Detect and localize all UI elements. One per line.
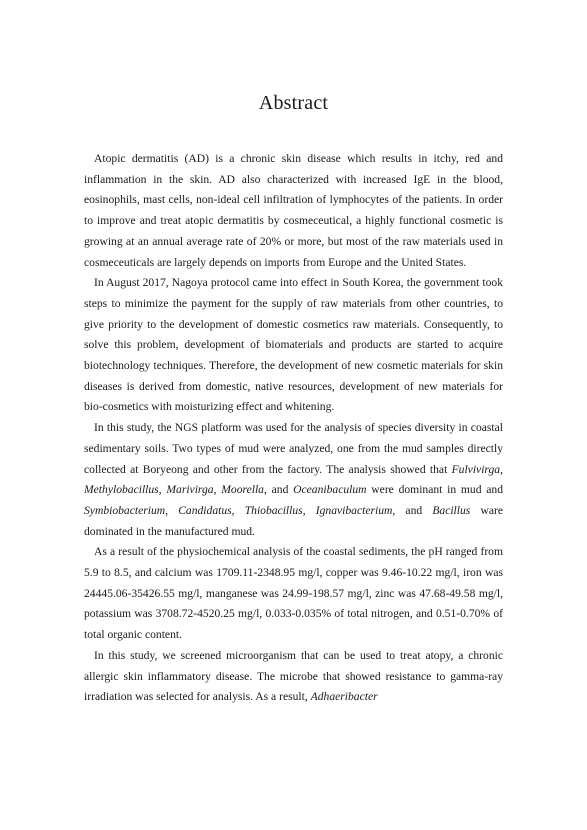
text-run: , xyxy=(231,503,245,517)
species-name: Bacillus xyxy=(432,503,471,517)
paragraph-2 xyxy=(84,273,503,418)
species-name: Oceanibaculum xyxy=(293,483,367,497)
text-run: In this study, the NGS platform was used for the analysis of species diversity in coastal sedimentary soils. Two types of mud were analyzed, one from the mud samples directly collected at Boryeong and other from the factory. The analysis showed that xyxy=(84,421,503,476)
species-name: Fulvivirga xyxy=(451,462,501,476)
species-name: Marivirga xyxy=(166,483,214,497)
text-run: In this study, we screened microorganism that can be used to treat atopy, a chronic allergic skin inflammatory disease. The microbe that showed resistance to gamma-ray irradiation was selected for analysis. As a result, xyxy=(84,648,503,704)
paragraph-5 xyxy=(84,646,503,708)
text-run: , and xyxy=(392,503,433,517)
text-run: , xyxy=(213,483,222,497)
page-title: Abstract xyxy=(258,92,329,114)
species-name: Adhaeribacter xyxy=(310,690,378,704)
species-name: Moorella xyxy=(221,483,264,497)
text-run: , and xyxy=(263,483,294,497)
text-run: , xyxy=(158,483,167,497)
species-name: Ignavibacterium xyxy=(315,503,393,517)
paragraph-1 xyxy=(84,149,503,273)
species-name: Candidatus xyxy=(178,503,232,517)
species-name: Symbiobacterium xyxy=(84,503,166,517)
text-run: ware dominated in the manufactured mud. xyxy=(84,503,503,538)
paragraph-4 xyxy=(84,542,503,646)
text-run: were dominant in mud and xyxy=(366,483,504,497)
text-run: Atopic dermatitis (AD) is a chronic skin disease which results in itchy, red and inflammation in the skin. AD also characterized with increased IgE in the blood, eosinophils, mast cells, non-ideal cell infiltration of lymphocytes of the patients. In order to improve and treat atopic dermatitis by cosmeceutical, a highly functional cosmetic is growing at an annual average rate of 20% or more, but most of the raw materials used in cosmeceuticals are largely depends on imports from Europe and the United States. xyxy=(84,152,503,269)
species-name: Thiobacillus xyxy=(244,503,303,517)
text-run: , xyxy=(302,503,316,517)
text-run: , xyxy=(500,462,503,476)
abstract-body xyxy=(84,149,503,708)
species-name: Methylobacillus xyxy=(84,483,159,497)
text-run: , xyxy=(165,503,179,517)
paragraph-3 xyxy=(84,418,503,542)
text-run: As a result of the physiochemical analysis of the coastal sediments, the pH ranged from 5.9 to 8.5, and calcium was 1709.11-2348.95 mg/l, copper was 9.46-10.22 mg/l, iron was 24445.06-35426.55 mg/l, manganese was 24.99-198.57 mg/l, zinc was 47.68-49.58 mg/l, potassium was 3708.72-4520.25 mg/l, 0.033-0.035% of total nitrogen, and 0.51-0.70% of total organic content. xyxy=(84,545,503,642)
text-run: In August 2017, Nagoya protocol came into effect in South Korea, the government took steps to minimize the payment for the supply of raw materials from other countries, to give priority to the development of domestic cosmetics raw materials. Consequently, to solve this problem, development of biomaterials and products are started to acquire biotechnology techniques. Therefore, the development of new cosmetic materials for skin diseases is derived from domestic, native resources, development of new materials for bio-cosmetics with moisturizing effect and whitening. xyxy=(84,276,503,414)
